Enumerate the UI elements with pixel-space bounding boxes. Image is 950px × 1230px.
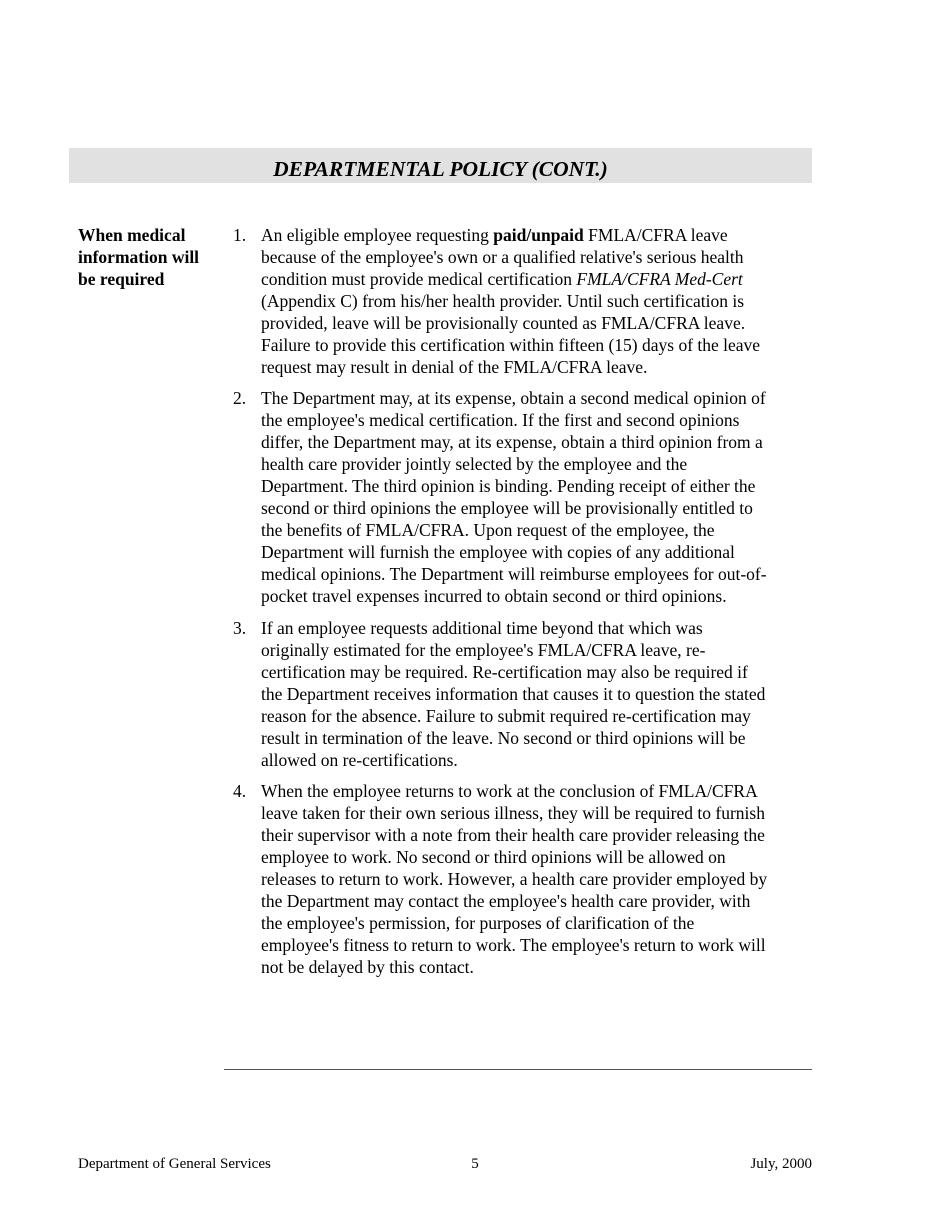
section-title-bar [69, 148, 812, 183]
footer-date: July, 2000 [750, 1156, 812, 1172]
footer-department: Department of General Services [78, 1156, 271, 1172]
list-item-number: 2. [233, 388, 247, 408]
list-item-1 [233, 224, 813, 378]
list-item-text: The Department may, at its expense, obtain a second medical opinion of the employee's medical certification. If the first and second opinions differ, the Department may, at its expense, obtain a third opinion from a health care provider jointly selected by the employee and the Department. The third opinion is binding. Pending receipt of either the second or third opinions the employee will be provisionally entitled to the benefits of FMLA/CFRA. Upon request of the employee, the Department will furnish the employee with copies of any additional medical opinions. The Department will reimburse employees for out-of- pocket travel expenses incurred to obtain second or third opinions. [261, 388, 767, 606]
page-number: 5 [471, 1156, 479, 1172]
list-item-3 [233, 617, 813, 771]
side-heading: When medical information will be required [78, 225, 200, 289]
list-item-text-part: An eligible employee requesting [261, 225, 494, 245]
list-item-number: 4. [233, 781, 247, 801]
list-item-bold-text: paid/unpaid [493, 225, 584, 245]
list-item-text: If an employee requests additional time beyond that which was originally estimated for the employee's FMLA/CFRA leave, re- certification may be required. Re-certification may also be required if the Department receives information that causes it to question the stated reason for the absence. Failure to submit required re-certification may result in termination of the leave. No second or third opinions will be allowed on re-certifications. [261, 618, 766, 770]
list-item-text [261, 224, 813, 378]
list-item-2 [233, 387, 813, 607]
list-item-number: 1. [233, 225, 247, 245]
list-item-text-part: (Appendix C) from his/her health provider. Until such certification is provided, leave will be provisionally counted as FMLA/CFRA leave. Failure to provide this certification within fifteen (15) days of the leave request may result in denial of the FMLA/CFRA leave. [261, 291, 761, 377]
footer-divider [224, 1069, 812, 1070]
list-item-text: When the employee returns to work at the conclusion of FMLA/CFRA leave taken for their own serious illness, they will be required to furnish their supervisor with a note from their health care provider releasing the employee to work. No second or third opinions will be allowed on releases to return to work. However, a health care provider employed by the Department may contact the employee's health care provider, with the employee's permission, for purposes of clarification of the employee's fitness to return to work. The employee's return to work will not be delayed by this contact. [261, 781, 768, 977]
list-item-number: 3. [233, 618, 247, 638]
list-item-4 [233, 780, 813, 978]
list-item-text-part: FMLA/CFRA leave because of the employee's own or a qualified relative's serious health condition must provide medical certification [261, 225, 744, 289]
page-title: DEPARTMENTAL POLICY (CONT.) [273, 157, 608, 181]
list-item-italic-text: FMLA/CFRA Med-Cert [576, 269, 743, 289]
